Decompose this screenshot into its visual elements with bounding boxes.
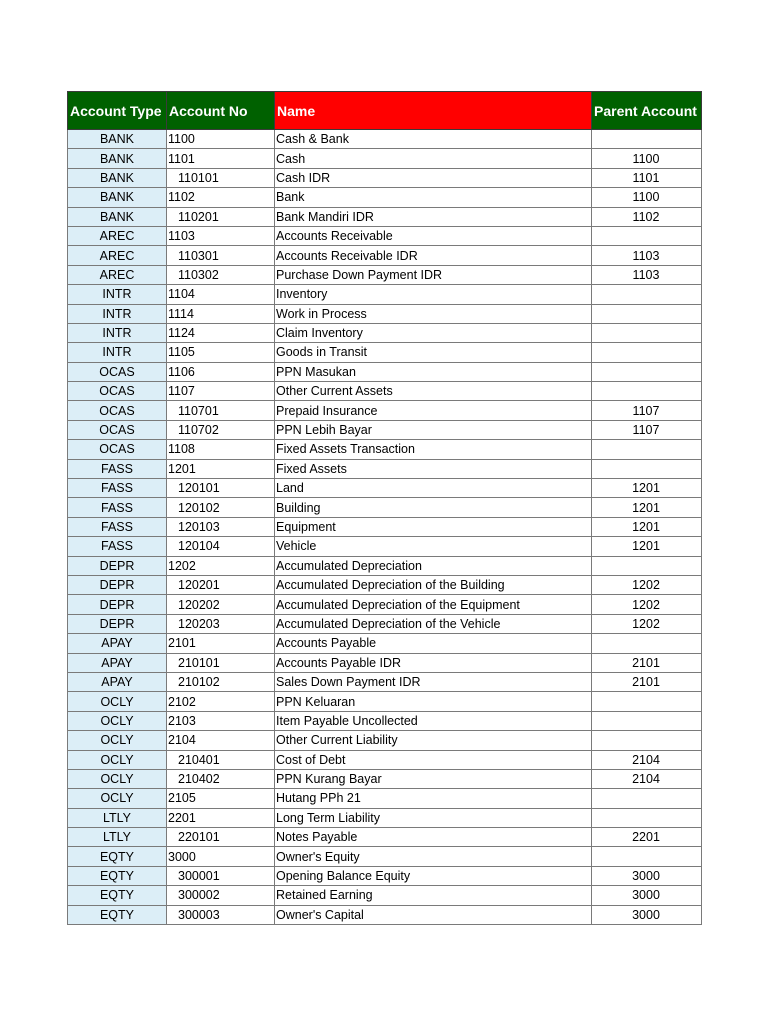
account-type-cell: BANK bbox=[68, 130, 167, 149]
account-type-cell: OCAS bbox=[68, 362, 167, 381]
parent-account-cell: 2101 bbox=[592, 653, 702, 672]
table-row bbox=[68, 246, 702, 265]
header-parent-account: Parent Account bbox=[592, 92, 702, 130]
account-no-cell: 120104 bbox=[167, 537, 275, 556]
account-no-cell: 300001 bbox=[167, 866, 275, 885]
account-type-cell: BANK bbox=[68, 149, 167, 168]
account-type-cell: OCAS bbox=[68, 382, 167, 401]
table-row bbox=[68, 285, 702, 304]
parent-account-cell bbox=[592, 711, 702, 730]
account-no-cell: 120201 bbox=[167, 575, 275, 594]
account-type-cell: OCLY bbox=[68, 750, 167, 769]
account-name-cell: Other Current Liability bbox=[275, 731, 592, 750]
table-row bbox=[68, 130, 702, 149]
table-row bbox=[68, 168, 702, 187]
account-type-cell: DEPR bbox=[68, 556, 167, 575]
account-name-cell: Owner's Capital bbox=[275, 905, 592, 924]
account-no-cell: 2103 bbox=[167, 711, 275, 730]
table-row bbox=[68, 420, 702, 439]
account-name-cell: Claim Inventory bbox=[275, 323, 592, 342]
account-no-cell: 2201 bbox=[167, 808, 275, 827]
table-row bbox=[68, 479, 702, 498]
account-name-cell: Accounts Receivable bbox=[275, 226, 592, 245]
account-type-cell: OCLY bbox=[68, 769, 167, 788]
account-name-cell: Inventory bbox=[275, 285, 592, 304]
parent-account-cell: 1102 bbox=[592, 207, 702, 226]
account-type-cell: DEPR bbox=[68, 595, 167, 614]
table-row bbox=[68, 556, 702, 575]
account-name-cell: Notes Payable bbox=[275, 828, 592, 847]
account-no-cell: 2104 bbox=[167, 731, 275, 750]
account-type-cell: BANK bbox=[68, 168, 167, 187]
account-name-cell: Other Current Assets bbox=[275, 382, 592, 401]
table-row bbox=[68, 653, 702, 672]
account-type-cell: EQTY bbox=[68, 905, 167, 924]
account-name-cell: Accumulated Depreciation of the Vehicle bbox=[275, 614, 592, 633]
account-name-cell: Cost of Debt bbox=[275, 750, 592, 769]
parent-account-cell bbox=[592, 130, 702, 149]
account-name-cell: Prepaid Insurance bbox=[275, 401, 592, 420]
table-row bbox=[68, 362, 702, 381]
account-type-cell: OCLY bbox=[68, 711, 167, 730]
parent-account-cell bbox=[592, 440, 702, 459]
parent-account-cell: 1202 bbox=[592, 595, 702, 614]
account-name-cell: Fixed Assets bbox=[275, 459, 592, 478]
account-type-cell: INTR bbox=[68, 285, 167, 304]
table-row bbox=[68, 905, 702, 924]
account-name-cell: Land bbox=[275, 479, 592, 498]
account-no-cell: 2101 bbox=[167, 634, 275, 653]
table-row bbox=[68, 343, 702, 362]
account-type-cell: INTR bbox=[68, 323, 167, 342]
parent-account-cell bbox=[592, 731, 702, 750]
table-row bbox=[68, 382, 702, 401]
account-no-cell: 110701 bbox=[167, 401, 275, 420]
header-row bbox=[68, 92, 702, 130]
table-row bbox=[68, 769, 702, 788]
account-name-cell: Fixed Assets Transaction bbox=[275, 440, 592, 459]
account-no-cell: 210401 bbox=[167, 750, 275, 769]
parent-account-cell bbox=[592, 226, 702, 245]
parent-account-cell: 2101 bbox=[592, 672, 702, 691]
account-name-cell: Cash & Bank bbox=[275, 130, 592, 149]
account-no-cell: 220101 bbox=[167, 828, 275, 847]
table-row bbox=[68, 304, 702, 323]
table-row bbox=[68, 401, 702, 420]
account-name-cell: Opening Balance Equity bbox=[275, 866, 592, 885]
account-name-cell: Work in Process bbox=[275, 304, 592, 323]
account-no-cell: 110302 bbox=[167, 265, 275, 284]
account-no-cell: 210402 bbox=[167, 769, 275, 788]
table-row bbox=[68, 226, 702, 245]
parent-account-cell bbox=[592, 323, 702, 342]
account-name-cell: Bank Mandiri IDR bbox=[275, 207, 592, 226]
account-no-cell: 120202 bbox=[167, 595, 275, 614]
parent-account-cell: 1100 bbox=[592, 188, 702, 207]
account-no-cell: 1107 bbox=[167, 382, 275, 401]
header-account-no: Account No bbox=[167, 92, 275, 130]
table-row bbox=[68, 323, 702, 342]
table-row bbox=[68, 149, 702, 168]
account-no-cell: 2102 bbox=[167, 692, 275, 711]
account-name-cell: Purchase Down Payment IDR bbox=[275, 265, 592, 284]
parent-account-cell: 1201 bbox=[592, 537, 702, 556]
account-no-cell: 110301 bbox=[167, 246, 275, 265]
table-row bbox=[68, 614, 702, 633]
account-no-cell: 1105 bbox=[167, 343, 275, 362]
parent-account-cell bbox=[592, 789, 702, 808]
parent-account-cell bbox=[592, 847, 702, 866]
parent-account-cell: 1202 bbox=[592, 614, 702, 633]
account-name-cell: Goods in Transit bbox=[275, 343, 592, 362]
account-name-cell: Item Payable Uncollected bbox=[275, 711, 592, 730]
table-row bbox=[68, 711, 702, 730]
table-row bbox=[68, 575, 702, 594]
parent-account-cell bbox=[592, 692, 702, 711]
parent-account-cell bbox=[592, 808, 702, 827]
account-type-cell: LTLY bbox=[68, 828, 167, 847]
parent-account-cell: 1100 bbox=[592, 149, 702, 168]
account-no-cell: 1102 bbox=[167, 188, 275, 207]
table-row bbox=[68, 188, 702, 207]
account-no-cell: 3000 bbox=[167, 847, 275, 866]
account-no-cell: 1114 bbox=[167, 304, 275, 323]
parent-account-cell bbox=[592, 556, 702, 575]
table-row bbox=[68, 750, 702, 769]
account-type-cell: INTR bbox=[68, 343, 167, 362]
account-name-cell: Accumulated Depreciation of the Building bbox=[275, 575, 592, 594]
parent-account-cell: 1103 bbox=[592, 246, 702, 265]
table-row bbox=[68, 828, 702, 847]
account-no-cell: 300002 bbox=[167, 886, 275, 905]
parent-account-cell bbox=[592, 304, 702, 323]
table-row bbox=[68, 595, 702, 614]
account-name-cell: Accounts Payable bbox=[275, 634, 592, 653]
parent-account-cell: 3000 bbox=[592, 886, 702, 905]
account-type-cell: OCLY bbox=[68, 692, 167, 711]
account-name-cell: Long Term Liability bbox=[275, 808, 592, 827]
account-type-cell: FASS bbox=[68, 517, 167, 536]
table-row bbox=[68, 517, 702, 536]
account-no-cell: 1104 bbox=[167, 285, 275, 304]
table-row bbox=[68, 207, 702, 226]
account-type-cell: FASS bbox=[68, 498, 167, 517]
account-no-cell: 110101 bbox=[167, 168, 275, 187]
table-row bbox=[68, 459, 702, 478]
account-type-cell: BANK bbox=[68, 188, 167, 207]
account-type-cell: OCLY bbox=[68, 731, 167, 750]
table-row bbox=[68, 847, 702, 866]
parent-account-cell: 1201 bbox=[592, 479, 702, 498]
parent-account-cell: 1107 bbox=[592, 401, 702, 420]
account-name-cell: PPN Keluaran bbox=[275, 692, 592, 711]
header-account-type: Account Type bbox=[68, 92, 167, 130]
parent-account-cell: 1103 bbox=[592, 265, 702, 284]
account-no-cell: 110201 bbox=[167, 207, 275, 226]
account-no-cell: 1103 bbox=[167, 226, 275, 245]
account-type-cell: LTLY bbox=[68, 808, 167, 827]
account-name-cell: Vehicle bbox=[275, 537, 592, 556]
account-no-cell: 1101 bbox=[167, 149, 275, 168]
account-name-cell: Accumulated Depreciation of the Equipment bbox=[275, 595, 592, 614]
account-no-cell: 110702 bbox=[167, 420, 275, 439]
parent-account-cell: 1201 bbox=[592, 517, 702, 536]
parent-account-cell bbox=[592, 343, 702, 362]
parent-account-cell: 1202 bbox=[592, 575, 702, 594]
account-name-cell: Accounts Payable IDR bbox=[275, 653, 592, 672]
parent-account-cell bbox=[592, 362, 702, 381]
table-row bbox=[68, 634, 702, 653]
parent-account-cell: 3000 bbox=[592, 905, 702, 924]
account-no-cell: 210102 bbox=[167, 672, 275, 691]
parent-account-cell bbox=[592, 285, 702, 304]
table-header bbox=[68, 92, 702, 130]
table-row bbox=[68, 265, 702, 284]
account-no-cell: 120103 bbox=[167, 517, 275, 536]
account-name-cell: Accounts Receivable IDR bbox=[275, 246, 592, 265]
account-no-cell: 120102 bbox=[167, 498, 275, 517]
account-no-cell: 1100 bbox=[167, 130, 275, 149]
parent-account-cell: 2104 bbox=[592, 769, 702, 788]
account-name-cell: Owner's Equity bbox=[275, 847, 592, 866]
account-name-cell: Accumulated Depreciation bbox=[275, 556, 592, 575]
account-type-cell: DEPR bbox=[68, 575, 167, 594]
parent-account-cell bbox=[592, 382, 702, 401]
table-row bbox=[68, 731, 702, 750]
account-name-cell: Cash bbox=[275, 149, 592, 168]
account-name-cell: Sales Down Payment IDR bbox=[275, 672, 592, 691]
account-no-cell: 120203 bbox=[167, 614, 275, 633]
account-type-cell: APAY bbox=[68, 672, 167, 691]
table-row bbox=[68, 537, 702, 556]
parent-account-cell: 1101 bbox=[592, 168, 702, 187]
account-name-cell: Cash IDR bbox=[275, 168, 592, 187]
account-type-cell: OCLY bbox=[68, 789, 167, 808]
table-row bbox=[68, 808, 702, 827]
account-no-cell: 2105 bbox=[167, 789, 275, 808]
table-row bbox=[68, 672, 702, 691]
account-no-cell: 300003 bbox=[167, 905, 275, 924]
parent-account-cell: 1107 bbox=[592, 420, 702, 439]
parent-account-cell: 2201 bbox=[592, 828, 702, 847]
account-type-cell: EQTY bbox=[68, 886, 167, 905]
account-type-cell: EQTY bbox=[68, 847, 167, 866]
account-type-cell: OCAS bbox=[68, 420, 167, 439]
account-name-cell: Equipment bbox=[275, 517, 592, 536]
account-type-cell: DEPR bbox=[68, 614, 167, 633]
table-row bbox=[68, 692, 702, 711]
account-type-cell: AREC bbox=[68, 265, 167, 284]
account-type-cell: INTR bbox=[68, 304, 167, 323]
account-no-cell: 1106 bbox=[167, 362, 275, 381]
account-name-cell: Bank bbox=[275, 188, 592, 207]
parent-account-cell: 2104 bbox=[592, 750, 702, 769]
account-name-cell: Retained Earning bbox=[275, 886, 592, 905]
account-name-cell: PPN Kurang Bayar bbox=[275, 769, 592, 788]
account-name-cell: Hutang PPh 21 bbox=[275, 789, 592, 808]
account-no-cell: 210101 bbox=[167, 653, 275, 672]
account-name-cell: Building bbox=[275, 498, 592, 517]
table-body bbox=[68, 130, 702, 925]
account-name-cell: PPN Lebih Bayar bbox=[275, 420, 592, 439]
account-type-cell: OCAS bbox=[68, 401, 167, 420]
parent-account-cell: 1201 bbox=[592, 498, 702, 517]
parent-account-cell bbox=[592, 459, 702, 478]
account-no-cell: 120101 bbox=[167, 479, 275, 498]
account-type-cell: APAY bbox=[68, 634, 167, 653]
account-type-cell: AREC bbox=[68, 226, 167, 245]
account-no-cell: 1202 bbox=[167, 556, 275, 575]
account-type-cell: FASS bbox=[68, 459, 167, 478]
account-name-cell: PPN Masukan bbox=[275, 362, 592, 381]
header-name: Name bbox=[275, 92, 592, 130]
parent-account-cell bbox=[592, 634, 702, 653]
account-no-cell: 1201 bbox=[167, 459, 275, 478]
chart-of-accounts-table bbox=[67, 91, 702, 925]
table-row bbox=[68, 866, 702, 885]
account-type-cell: APAY bbox=[68, 653, 167, 672]
account-no-cell: 1124 bbox=[167, 323, 275, 342]
table-row bbox=[68, 498, 702, 517]
account-type-cell: EQTY bbox=[68, 866, 167, 885]
account-type-cell: FASS bbox=[68, 479, 167, 498]
account-type-cell: FASS bbox=[68, 537, 167, 556]
table-row bbox=[68, 789, 702, 808]
account-type-cell: OCAS bbox=[68, 440, 167, 459]
parent-account-cell: 3000 bbox=[592, 866, 702, 885]
account-no-cell: 1108 bbox=[167, 440, 275, 459]
account-type-cell: AREC bbox=[68, 246, 167, 265]
table-row bbox=[68, 440, 702, 459]
account-type-cell: BANK bbox=[68, 207, 167, 226]
table-row bbox=[68, 886, 702, 905]
